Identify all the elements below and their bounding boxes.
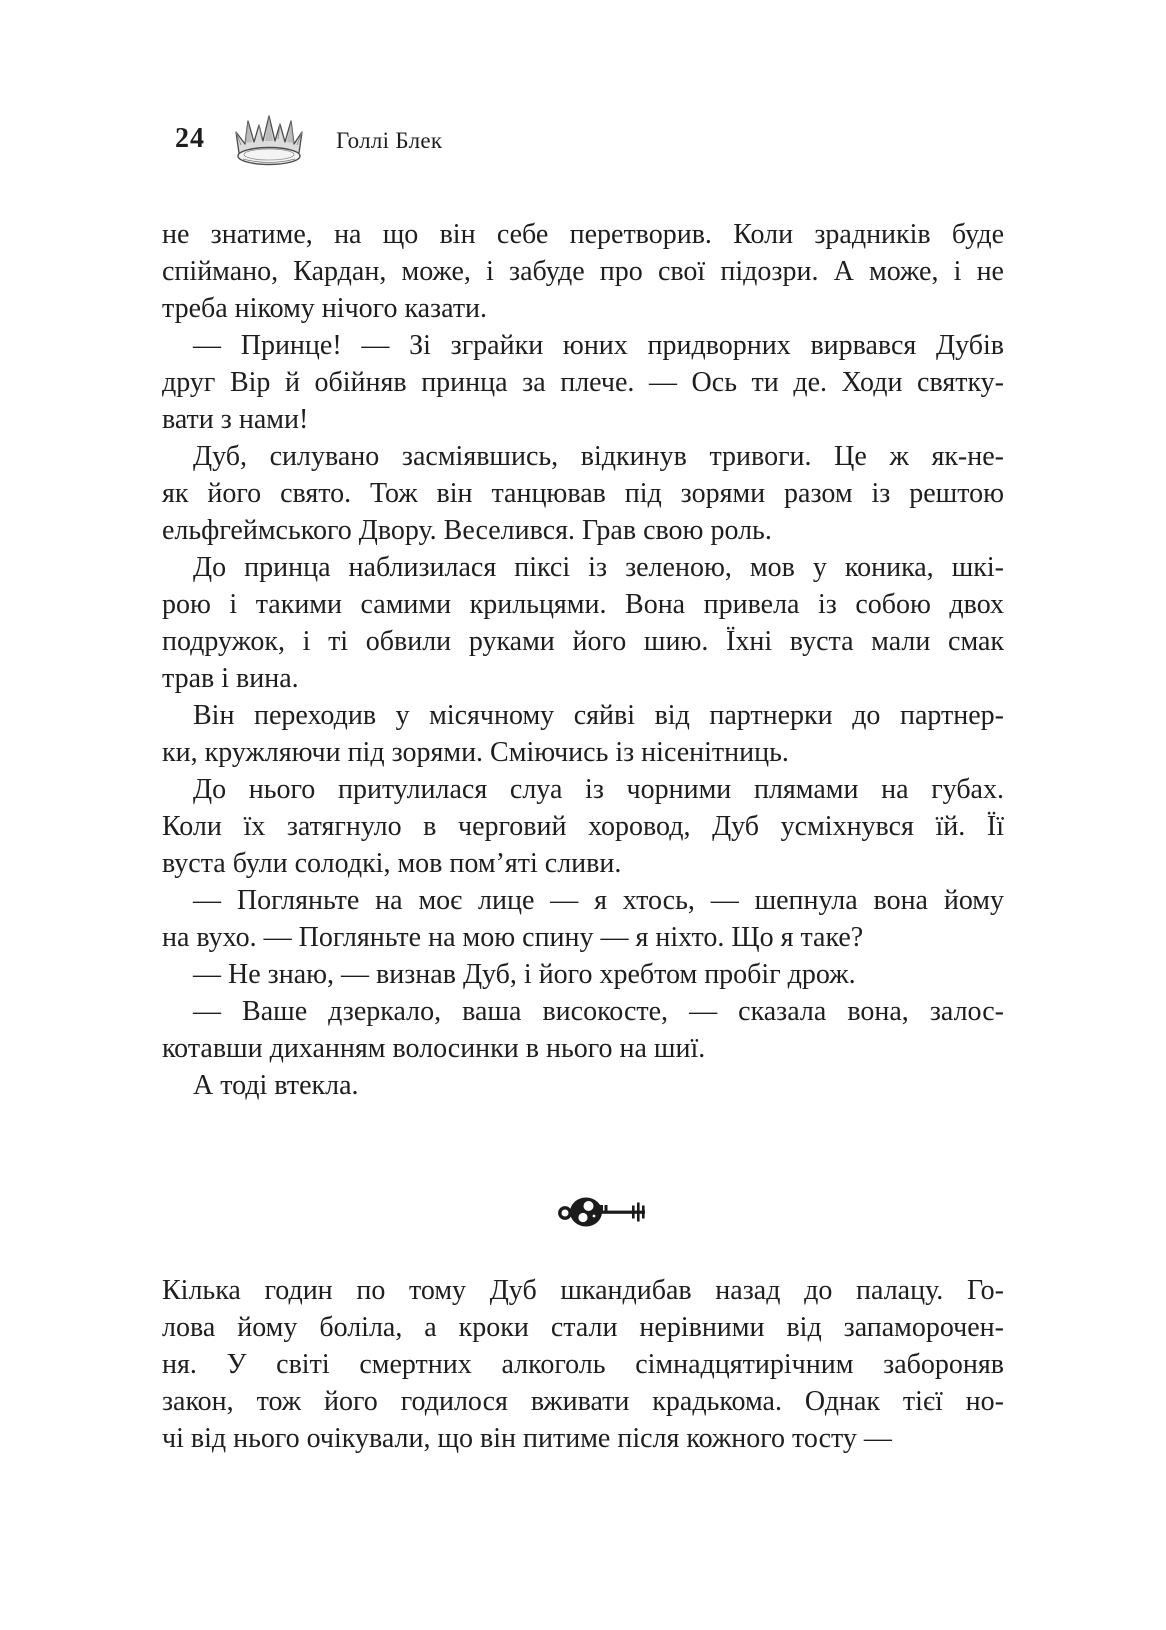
paragraph: [162, 327, 1004, 438]
crown-icon: [229, 111, 309, 171]
section-break: [184, 1196, 1026, 1228]
text-section-after-break: [162, 1272, 1004, 1457]
text-line: як його свято. Тож він танцював під зорями разом із рештою: [162, 478, 1004, 509]
text-line: До нього притулилася слуа із чорними плямами на губах.: [193, 774, 1004, 805]
text-line: треба нікому нічого казати.: [162, 293, 488, 324]
paragraph: [162, 1272, 1004, 1457]
text-line: До принца наблизилася піксі із зеленою, мов у коника, шкі-: [193, 552, 1004, 583]
text-line: трав і вина.: [162, 663, 299, 694]
text-line: ки, кружляючи під зорями. Сміючись із нісенітниць.: [162, 737, 789, 768]
paragraph: [162, 993, 1004, 1067]
text-line: друг Вір й обійняв принца за плече. — Ось ти де. Ходи святку-: [162, 367, 1004, 398]
paragraph: [162, 549, 1004, 697]
running-header: [175, 108, 442, 174]
text-line: Дуб, силувано засміявшись, відкинув тривоги. Це ж як-не-: [193, 441, 1004, 472]
paragraph: [162, 697, 1004, 771]
text-line: Він переходив у місячному сяйві від партнерки до партнер-: [193, 700, 1004, 731]
text-line: не знатиме, на що він себе перетворив. Коли зрадників буде: [162, 219, 1004, 250]
page-number: 24: [175, 123, 205, 154]
paragraph: [162, 1067, 1004, 1104]
text-line: рою і такими самими крильцями. Вона привела із собою двох: [162, 589, 1004, 620]
text-line: ня. У світі смертних алкоголь сімнадцятирічним забороняв: [162, 1349, 1004, 1380]
skeleton-key-icon: [557, 1196, 653, 1228]
text-line: — Не знаю, — визнав Дуб, і його хребтом пробіг дрож.: [193, 959, 856, 990]
text-line: лова йому боліла, а кроки стали нерівними від запаморочен-: [162, 1312, 1004, 1343]
book-page-text: [162, 216, 1004, 1457]
text-line: котавши диханням волосинки в нього на шиї.: [162, 1033, 706, 1064]
text-line: вуста були солодкі, мов пом’яті сливи.: [162, 848, 622, 879]
paragraph: [162, 771, 1004, 882]
paragraph: [162, 438, 1004, 549]
text-line: чі від нього очікували, що він питиме після кожного тосту —: [162, 1423, 892, 1454]
text-line: Коли їх затягнуло в черговий хоровод, Дуб усміхнувся їй. Її: [162, 811, 1004, 842]
paragraph: [162, 216, 1004, 327]
text-section-before-break: [162, 216, 1004, 1104]
text-line: на вухо. — Погляньте на мою спину — я ніхто. Що я таке?: [162, 922, 864, 953]
text-line: — Погляньте на моє лице — я хтось, — шепнула вона йому: [193, 885, 1004, 916]
text-line: А тоді втекла.: [193, 1070, 359, 1101]
paragraph: [162, 956, 1004, 993]
text-line: вати з нами!: [162, 404, 309, 435]
text-line: — Принце! — Зі зграйки юних придворних вирвався Дубів: [193, 330, 1004, 361]
text-line: Кілька годин по тому Дуб шкандибав назад до палацу. Го-: [162, 1275, 1004, 1306]
text-line: спіймано, Кардан, може, і забуде про свої підозри. А може, і не: [162, 256, 1004, 287]
text-line: ельфгеймського Двору. Веселився. Грав свою роль.: [162, 515, 772, 546]
text-line: закон, тож його годилося вживати крадькома. Однак тієї но-: [162, 1386, 1004, 1417]
text-line: — Ваше дзеркало, ваша високосте, — сказала вона, залос-: [193, 996, 1004, 1027]
text-line: подружок, і ті обвили руками його шию. Їхні вуста мали смак: [162, 626, 1004, 657]
paragraph: [162, 882, 1004, 956]
running-title: Голлі Блек: [336, 128, 443, 153]
